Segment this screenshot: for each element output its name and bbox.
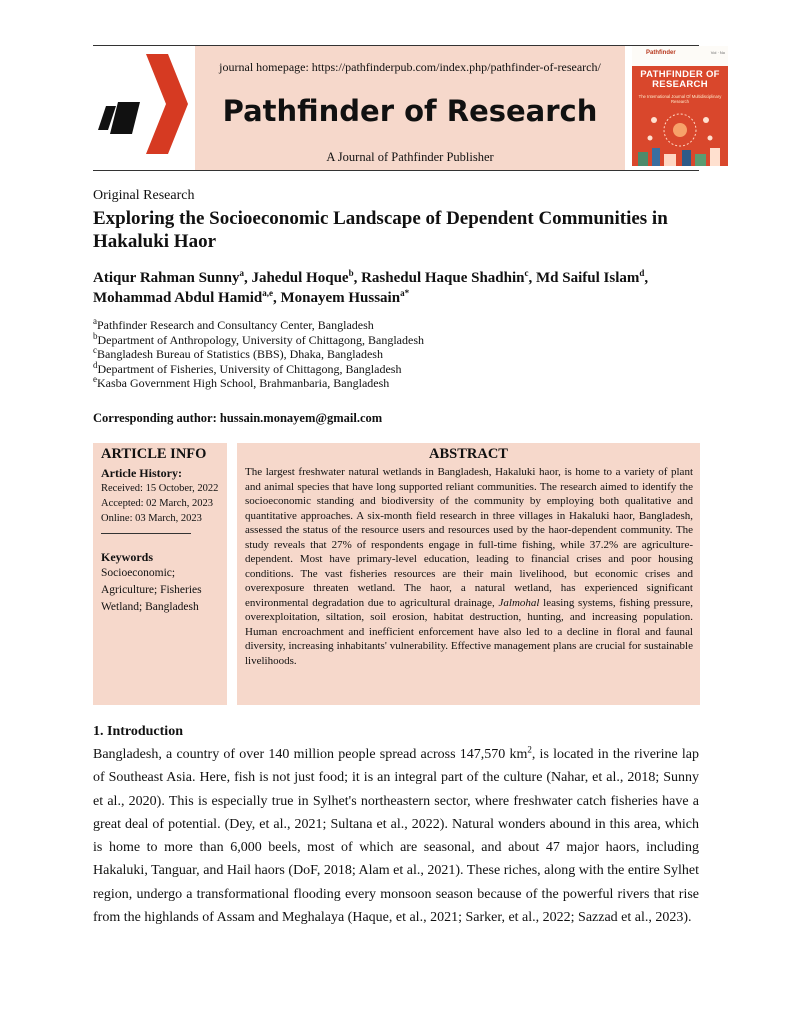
article-type: Original Research xyxy=(93,188,195,203)
abstract-heading: ABSTRACT xyxy=(429,446,508,462)
keyword-line: Socioeconomic; xyxy=(101,567,176,579)
keywords-heading: Keywords xyxy=(101,550,153,564)
affiliation-item: $^a$Pathfinder Research and Consultancy Center, Bangladesh xyxy=(93,316,374,332)
introduction-paragraph: Bangladesh, a country of over 140 million people spread across 147,570 $km^2$, is located in the riverine lap of Southeast Asia. Here, fish is not just food; it is an integral part of the culture (Nahar, et al., 2018; Sunny et al., 2020). This is especially true in Sylhet's northeastern sector, where freshwater catch fisheries have a great deal of potential. (Dey, et al., 2021; Sultana et al., 2022). Natural wonders abound in this area, which is home to more than 6,000 beels, most of which are seasonal, and about 47 major haors, including Hakaluki, Tanguar, and Hail haors (DoF, 2018; Alam et al., 2021). These riches, along with the entire Sylhet region, undergo a transformational flooding every monsoon season because of the powerful rivers that rise from the highlands of Assam and Meghalaya (Haque, et al., 2021; Sarker, et al., 2022; Sazzad et al., 2023). xyxy=(93,744,699,926)
info-divider xyxy=(101,533,191,534)
introduction-heading: 1. Introduction xyxy=(93,724,183,739)
author-name: Jahedul Hoque xyxy=(251,270,349,286)
affiliation-item: $^c$Bangladesh Bureau of Statistics (BBS), Dhaka, Bangladesh xyxy=(93,345,383,361)
received-date: Received: 15 October, 2022 xyxy=(101,483,219,494)
affiliation-item: $^d$Department of Fisheries, University of Chittagong, Bangladesh xyxy=(93,359,402,376)
author-name: Monayem Hussain xyxy=(280,290,401,306)
keyword-line: Agriculture; Fisheries xyxy=(101,584,202,596)
author-name: Mohammad Abdul Hamid xyxy=(93,290,263,306)
article-title: Exploring the Socioeconomic Landscape of Dependent Communities in Hakaluki Haor xyxy=(93,208,668,252)
abstract-box xyxy=(237,443,700,705)
abstract-italic-term: Jalmohal xyxy=(498,596,540,609)
cover-subtitle: The International Journal Of Multidisciplinary Research xyxy=(638,94,722,104)
header-bottom-rule xyxy=(93,170,699,171)
journal-header-band xyxy=(195,46,625,170)
cover-illustration-icon xyxy=(632,108,728,166)
accepted-date: Accepted: 02 March, 2023 xyxy=(101,498,213,509)
journal-cover-image xyxy=(632,46,728,166)
journal-subtitle: A Journal of Pathfinder Publisher xyxy=(326,150,494,164)
journal-homepage[interactable]: journal homepage: https://pathfinderpub.com/index.php/pathfinder-of-research/ xyxy=(219,60,601,74)
article-info-heading: ARTICLE INFO xyxy=(101,446,207,462)
corresponding-author[interactable]: Corresponding author: hussain.monayem@gmail.com xyxy=(93,411,383,425)
cover-top-strip xyxy=(632,46,728,66)
keyword-line: Wetland; Bangladesh xyxy=(101,601,199,613)
affiliation-item: $^e$Kasba Government High School, Brahmanbaria, Bangladesh xyxy=(93,374,390,390)
author-list: Atiqur Rahman Sunny$^a$, Jahedul Hoque$^b$, Rashedul Haque Shadhin$^c$, Md Saiful Islam$^d$, Mohammad Abdul Hamid$^{a,e}$, Monayem Hussain$^{a*}$ xyxy=(93,268,649,306)
author-name: Atiqur Rahman Sunny xyxy=(93,270,240,286)
abstract-text: The largest freshwater natural wetlands in Bangladesh, Hakaluki haor, is home to a variety of plant and animal species that have long supported reliant communities. The research aimed to identify the socioeconomic standing and biodiversity of the community by employing both qualitative and quantitative approaches. A six-month field research in three villages in Hakaluki haor, Bangladesh, assessed the status of the resource users and resources used by the haor-dependent community. The study reveals that 27% of respondents engage in full-time fishing, while 37.2% are agriculture-dependent. Most have primary-level education, leading to financial crises and poor housing conditions. The vast fisheries resources are their main livelihood, but economic crises and overexposure threaten wetland. The haor, a natural wetland, has experienced significant environmental degradation due to agricultural drainage, Jalmohal leasing systems, fishing pressure, overexploitation, siltation, soil erosion, habitat destruction, hunting, and increasing population. Human encroachment and inefficient enforcement have also led to a decline in floral and faunal diversity, increasing inhabitants' vulnerability. Effective management plans are crucial for sustainable livelihoods. xyxy=(245,466,694,667)
journal-title: Pathfinder of Research xyxy=(222,94,598,128)
online-date: Online: 03 March, 2023 xyxy=(101,513,202,524)
cover-brand: Pathfinder xyxy=(646,50,676,56)
pathfinder-chevron-logo-icon xyxy=(96,52,188,156)
cover-title: PATHFINDER OF RESEARCH xyxy=(640,69,720,90)
article-info-box xyxy=(93,443,227,705)
article-history-heading: Article History: xyxy=(101,466,182,480)
cover-issue: Vol · No xyxy=(710,50,725,55)
affiliation-list xyxy=(93,318,693,391)
affiliation-item: $^b$Department of Anthropology, University of Chittagong, Bangladesh xyxy=(93,330,425,347)
author-name: Md Saiful Islam xyxy=(536,270,640,286)
author-name: Rashedul Haque Shadhin xyxy=(361,270,525,286)
